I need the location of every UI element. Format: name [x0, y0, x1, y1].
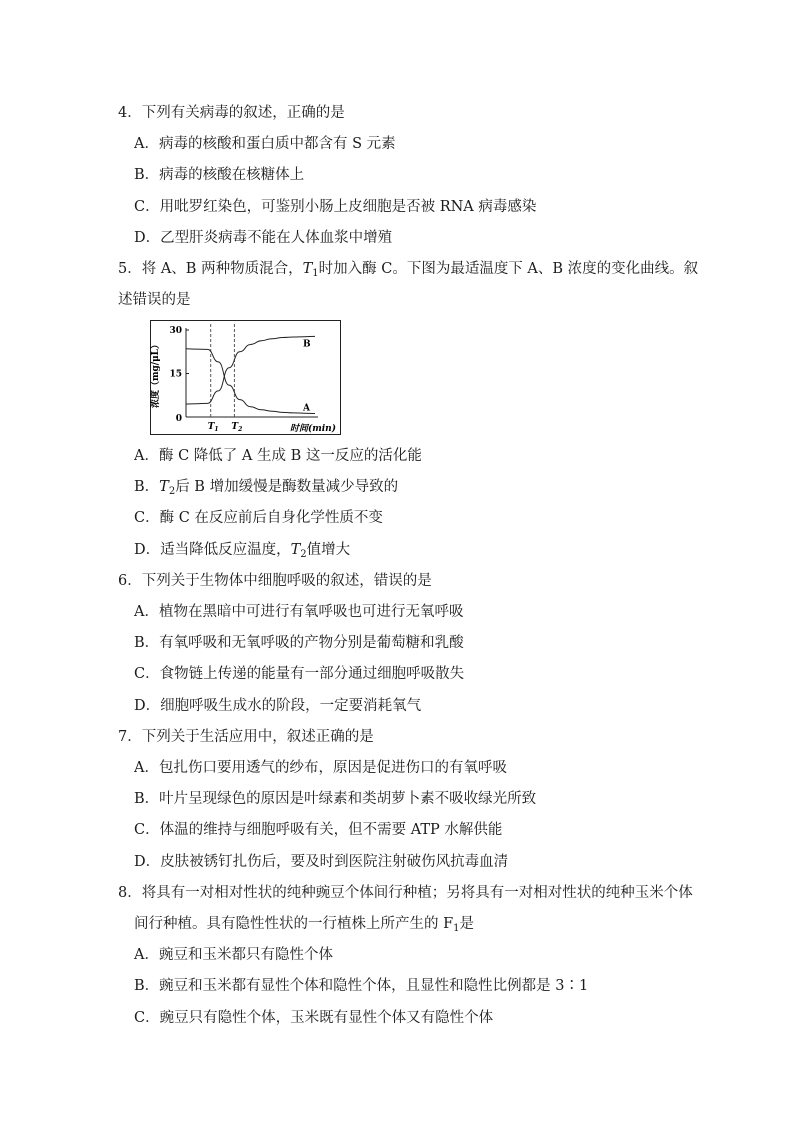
q6-option-b: B．有氧呼吸和无氧呼吸的产物分别是葡萄糖和乳酸 [134, 635, 464, 651]
y-tick-label: 15 [169, 369, 182, 380]
q5-b-post: 后 B 增加缓慢是酶数量减少导致的 [175, 479, 399, 495]
q6-stem: 6．下列关于生物体中细胞呼吸的叙述，错误的是 [118, 573, 432, 589]
q5-b-t: T [159, 479, 169, 495]
q7-option-c: C．体温的维持与细胞呼吸有关，但不需要 ATP 水解供能 [134, 822, 503, 838]
q5-stem-line2: 述错误的是 [118, 292, 191, 308]
q5-d-post: 值增大 [306, 542, 351, 558]
time-marker-label: $T_1$ [207, 422, 219, 433]
q8-stem-line2 [134, 915, 474, 938]
q4-option-c: C．用吡罗红染色，可鉴别小肠上皮细胞是否被 RNA 病毒感染 [134, 199, 537, 215]
y-tick-label: 0 [175, 414, 182, 424]
q6-option-a: A．植物在黑暗中可进行有氧呼吸也可进行无氧呼吸 [134, 604, 464, 620]
q5-d-pre: D．适当降低反应温度， [134, 542, 291, 558]
q8-option-a: A．豌豆和玉米都只有隐性个体 [134, 947, 333, 963]
q8-option-c: C．豌豆只有隐性个体，玉米既有显性个体又有隐性个体 [134, 1010, 494, 1026]
q4-stem: 4．下列有关病毒的叙述，正确的是 [118, 105, 345, 121]
q7-option-d: D．皮肤被锈钉扎伤后，要及时到医院注射破伤风抗毒血清 [134, 854, 509, 870]
q5-option-a: A．酶 C 降低了 A 生成 B 这一反应的活化能 [134, 448, 422, 464]
y-tick-label: 30 [169, 326, 182, 336]
q6-option-d: D．细胞呼吸生成水的阶段，一定要消耗氧气 [134, 698, 422, 714]
y-axis-label: 浓度（mg/μL） [151, 339, 161, 409]
q7-stem: 7．下列关于生活应用中，叙述正确的是 [118, 729, 374, 745]
q5-option-d [134, 541, 350, 564]
q5-b-t-sub: 2 [168, 486, 176, 497]
time-marker-label: $T_2$ [231, 422, 243, 433]
x-axis-label: 时间(min) [289, 424, 337, 434]
q7-option-b: B．叶片呈现绿色的原因是叶绿素和类胡萝卜素不吸收绿光所致 [134, 791, 537, 807]
q4-option-b: B．病毒的核酸在核糖体上 [134, 167, 305, 183]
q8-stem2-pre: 间行种植。具有隐性性状的一行植株上所产生的 F [134, 916, 454, 932]
q8-stem-line1: 8．将具有一对相对性状的纯种豌豆个体间行种植；另将具有一对相对性状的纯种玉米个体 [118, 885, 693, 901]
q5-stem-t-sub: 1 [312, 268, 319, 279]
q5-d-t: T [290, 542, 301, 558]
concentration-chart [150, 320, 342, 436]
q5-stem-part1: 5．将 A、B 两种物质混合， [118, 261, 303, 277]
q7-option-a: A．包扎伤口要用透气的纱布，原因是促进伤口的有氧呼吸 [134, 760, 507, 776]
q5-option-b [134, 478, 398, 501]
curve-label-b: B [303, 339, 311, 350]
q5-b-pre: B． [134, 479, 160, 495]
q4-option-a: A．病毒的核酸和蛋白质中都含有 S 元素 [134, 136, 396, 152]
q5-stem-part2: 时加入酶 C。下图为最适温度下 A、B 浓度的变化曲线。叙 [318, 261, 699, 277]
q4-option-d: D．乙型肝炎病毒不能在人体血浆中增殖 [134, 230, 393, 246]
curve-label-a: A [303, 403, 310, 414]
q8-option-b: B．豌豆和玉米都有显性个体和隐性个体，且显性和隐性比例都是 3∶1 [134, 978, 589, 994]
q5-stem-line1 [118, 260, 698, 283]
q5-option-c: C．酶 C 在反应前后自身化学性质不变 [134, 510, 383, 526]
q5-stem-t: T [302, 261, 313, 277]
q5-d-t-sub: 2 [300, 549, 307, 560]
q6-option-c: C．食物链上传递的能量有一部分通过细胞呼吸散失 [134, 666, 465, 682]
q8-stem2-post: 是 [459, 916, 475, 932]
q8-stem2-sub: 1 [453, 923, 460, 934]
